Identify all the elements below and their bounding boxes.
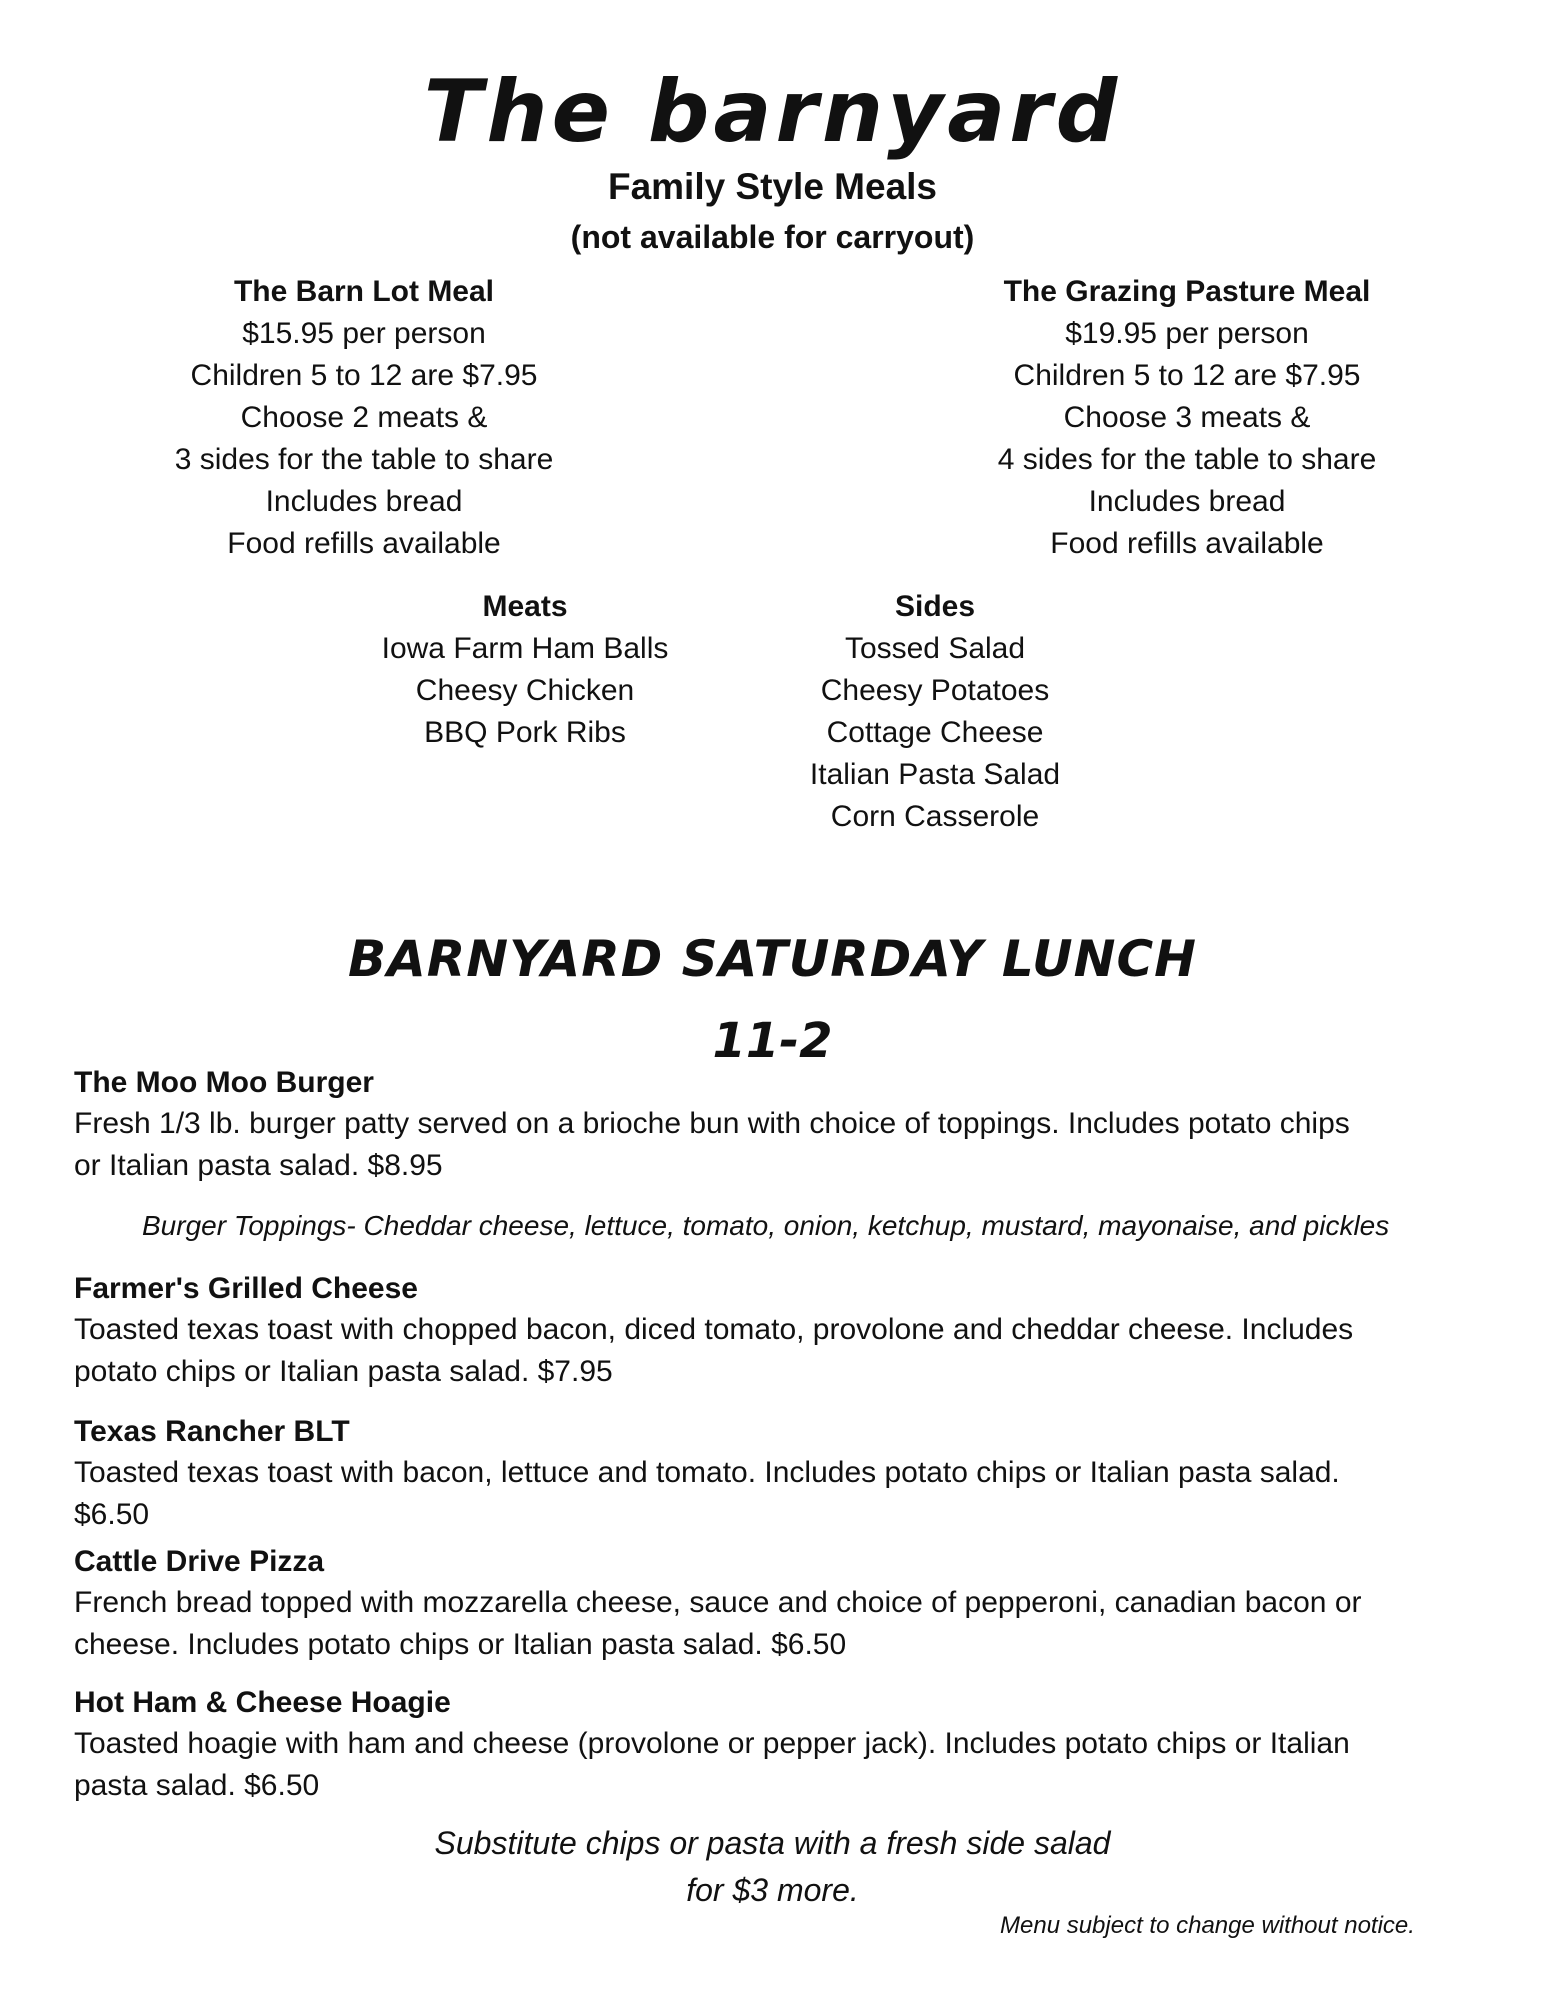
meal-line: Food refills available [227,527,501,560]
meal-grazing-pasture [907,271,1467,565]
item-desc: pasta salad. $6.50 [74,1769,320,1802]
lunch-item-moo-moo-burger [74,1063,1414,1187]
meal-line: 4 sides for the table to share [997,443,1377,476]
meat-item: BBQ Pork Ribs [424,716,626,749]
side-item: Corn Casserole [830,800,1040,833]
meats-heading: Meats [482,590,568,623]
meal-line: $15.95 per person [242,317,486,350]
item-desc: Toasted hoagie with ham and cheese (provolone or pepper jack). Includes potato chips or Italian [74,1727,1350,1760]
item-desc: cheese. Includes potato chips or Italian pasta salad. $6.50 [74,1628,847,1661]
change-notice: Menu subject to change without notice. [1000,1912,1415,1939]
lunch-item-ham-cheese-hoagie [74,1683,1414,1807]
substitute-line: for $3 more. [686,1872,859,1908]
side-item: Cottage Cheese [826,716,1044,749]
side-item: Tossed Salad [844,632,1026,665]
lunch-item-grilled-cheese [74,1269,1414,1393]
item-name: Cattle Drive Pizza [74,1545,325,1578]
meat-item: Cheesy Chicken [415,674,635,707]
side-item: Cheesy Potatoes [820,674,1050,707]
meal-line: Choose 3 meats & [1063,401,1311,434]
meal-name: The Barn Lot Meal [233,275,495,308]
meal-line: Children 5 to 12 are $7.95 [1013,359,1361,392]
item-desc: Toasted texas toast with chopped bacon, diced tomato, provolone and cheddar cheese. Includes [74,1313,1354,1346]
item-desc: $6.50 [74,1498,150,1531]
meal-line: Includes bread [1088,485,1286,518]
meat-item: Iowa Farm Ham Balls [381,632,669,665]
item-name: Texas Rancher BLT [74,1415,350,1448]
meal-name: The Grazing Pasture Meal [1003,275,1371,308]
item-name: Farmer's Grilled Cheese [74,1272,418,1305]
menu-title: The barnyard [423,62,1122,162]
meal-line: Children 5 to 12 are $7.95 [190,359,538,392]
meal-line: Includes bread [265,485,463,518]
item-name: The Moo Moo Burger [74,1066,374,1099]
meal-line: 3 sides for the table to share [174,443,554,476]
lunch-hours: 11-2 [712,1013,833,1069]
meal-line: Food refills available [1050,527,1324,560]
lunch-item-texas-rancher-blt [74,1412,1414,1536]
substitute-note [0,1820,1545,1914]
sides-list [735,586,1135,838]
meal-line: Choose 2 meats & [240,401,488,434]
item-desc: potato chips or Italian pasta salad. $7.95 [74,1355,613,1388]
burger-toppings: Burger Toppings- Cheddar cheese, lettuce, tomato, onion, ketchup, mustard, mayonaise, and pickles [142,1210,1390,1241]
item-desc: or Italian pasta salad. $8.95 [74,1149,443,1182]
lunch-item-cattle-drive-pizza [74,1542,1414,1666]
menu-subtitle: Family Style Meals [607,166,938,207]
side-item: Italian Pasta Salad [809,758,1061,791]
item-desc: French bread topped with mozzarella cheese, sauce and choice of pepperoni, canadian bacon or [74,1586,1362,1619]
item-desc: Fresh 1/3 lb. burger patty served on a brioche bun with choice of toppings. Includes potato chips [74,1107,1350,1140]
lunch-title: BARNYARD SATURDAY LUNCH [347,930,1197,988]
sides-heading: Sides [894,590,976,623]
meal-barn-lot [84,271,644,565]
substitute-line: Substitute chips or pasta with a fresh side salad [434,1825,1111,1861]
item-name: Hot Ham & Cheese Hoagie [74,1686,451,1719]
meats-list [325,586,725,754]
item-desc: Toasted texas toast with bacon, lettuce and tomato. Includes potato chips or Italian pasta salad. [74,1456,1340,1489]
meal-line: $19.95 per person [1065,317,1309,350]
carryout-note: (not available for carryout) [570,219,975,255]
